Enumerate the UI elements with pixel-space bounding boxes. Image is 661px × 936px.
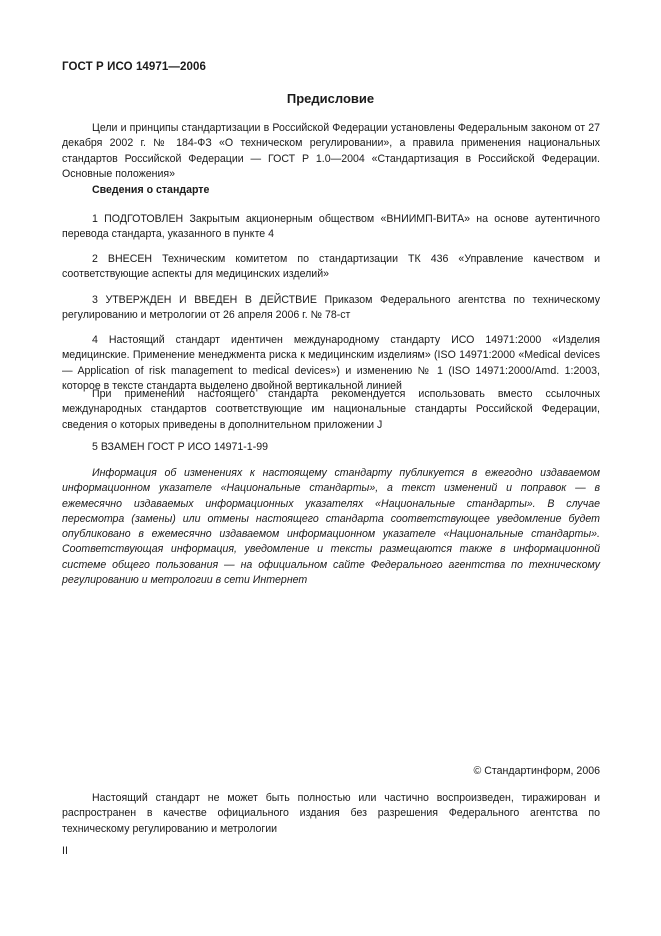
page-title: Предисловие (286, 91, 375, 106)
copyright-line: © Стандартинформ, 2006 (473, 765, 600, 777)
item-4-paragraph: 4 Настоящий стандарт идентичен международному стандарту ИСО 14971:2000 «Изделия медицинские. Применение менеджмента риска к медицинским изделиям» (ISO 14971:2000 «Medical devices — Application of risk management to medical devices») и изменению № 1 (ISO 14971:2000/Amd. 1:2003, которое в тексте стандарта выделено двойной вертикальной линией (62, 334, 600, 392)
item-5-paragraph: 5 ВЗАМЕН ГОСТ Р ИСО 14971-1-99 (92, 441, 269, 453)
standard-code-header: ГОСТ Р ИСО 14971—2006 (62, 61, 207, 73)
item-3-paragraph: 3 УТВЕРЖДЕН И ВВЕДЕН В ДЕЙСТВИЕ Приказом Федерального агентства по техническому регулированию и метрологии от 26 апреля 2006 г. № 78-ст (62, 294, 600, 322)
item-4-application-paragraph: При применении настоящего стандарта рекомендуется использовать вместо ссылочных международных стандартов соответствующие им национальные стандарты Российской Федерации, сведения о которых приведены в дополнительном приложении J (62, 388, 600, 431)
item-2-paragraph: 2 ВНЕСЕН Техническим комитетом по стандартизации ТК 436 «Управление качеством и соответствующие аспекты для медицинских изделий» (62, 253, 600, 281)
subheading: Сведения о стандарте (92, 184, 210, 196)
reproduction-notice: Настоящий стандарт не может быть полностью или частично воспроизведен, тиражирован и распространен в качестве официального издания без разрешения Федерального агентства по техническому регулированию и метрологии (62, 792, 600, 835)
item-1-paragraph: 1 ПОДГОТОВЛЕН Закрытым акционерным обществом «ВНИИМП-ВИТА» на основе аутентичного перевода стандарта, указанного в пункте 4 (62, 213, 600, 241)
page-number: II (62, 845, 68, 857)
information-note: Информация об изменениях к настоящему стандарту публикуется в ежегодно издаваемом информационном указателе «Национальные стандарты», а текст изменений и поправок — в ежемесячно издаваемых информационных указателях «Национальные стандарты». В случае пересмотра (замены) или отмены настоящего стандарта соответствующее уведомление будет опубликовано в ежемесячно издаваемом информационном указателе «Национальные стандарты». Соответствующая информация, уведомление и тексты размещаются также в информационной системе общего пользования — на официальном сайте Федерального агентства по техническому регулированию и метрологии в сети Интернет (62, 467, 600, 587)
intro-paragraph: Цели и принципы стандартизации в Российской Федерации установлены Федеральным законом от 27 декабря 2002 г. № 184-ФЗ «О техническом регулировании», а правила применения национальных стандартов Российской Федерации — ГОСТ Р 1.0—2004 «Стандартизация в Российской Федерации. Основные положения» (62, 122, 600, 180)
